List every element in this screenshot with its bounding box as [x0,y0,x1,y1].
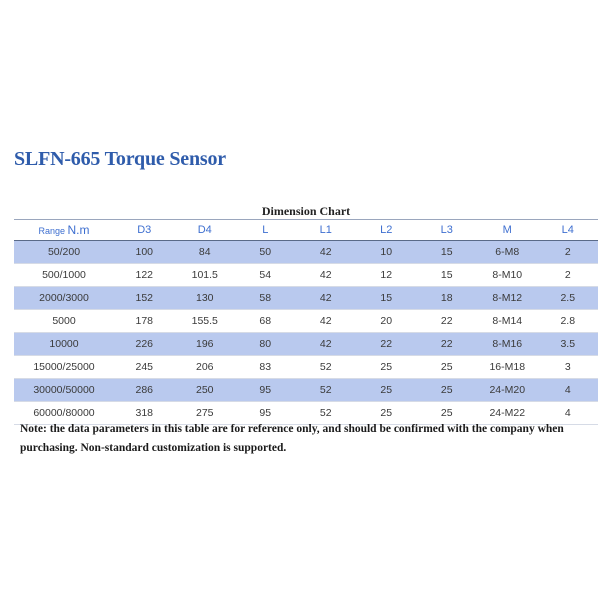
table-row [14,378,598,401]
cell-l1: 42 [296,332,357,355]
cell-d4: 84 [175,240,236,263]
cell-d4: 155.5 [175,309,236,332]
header-l3: L3 [417,220,478,240]
cell-l4: 2.8 [538,309,599,332]
table-row [14,263,598,286]
cell-l4: 4 [538,401,599,424]
table-row [14,240,598,263]
cell-d4: 206 [175,355,236,378]
cell-m: 8-M10 [477,263,538,286]
cell-l4: 3.5 [538,332,599,355]
header-range-unit: N.m [67,222,90,237]
cell-l2: 12 [356,263,417,286]
cell-l3: 18 [417,286,478,309]
cell-range: 15000/25000 [14,355,114,378]
cell-l2: 25 [356,401,417,424]
cell-m: 8-M16 [477,332,538,355]
cell-range: 10000 [14,332,114,355]
cell-range: 60000/80000 [14,401,114,424]
cell-d3: 245 [114,355,175,378]
table-row [14,286,598,309]
cell-d3: 226 [114,332,175,355]
cell-l: 58 [235,286,296,309]
cell-d3: 286 [114,378,175,401]
cell-l3: 25 [417,401,478,424]
cell-range: 5000 [14,309,114,332]
header-m: M [477,220,538,240]
cell-d4: 101.5 [175,263,236,286]
cell-d3: 100 [114,240,175,263]
cell-range: 2000/3000 [14,286,114,309]
cell-l2: 20 [356,309,417,332]
cell-l: 54 [235,263,296,286]
cell-l1: 42 [296,309,357,332]
cell-l4: 2.5 [538,286,599,309]
cell-range: 30000/50000 [14,378,114,401]
cell-d3: 152 [114,286,175,309]
cell-l1: 42 [296,240,357,263]
cell-l: 68 [235,309,296,332]
cell-m: 16-M18 [477,355,538,378]
cell-l: 83 [235,355,296,378]
cell-l4: 2 [538,240,599,263]
cell-l1: 42 [296,263,357,286]
cell-l: 50 [235,240,296,263]
cell-range: 500/1000 [14,263,114,286]
cell-d4: 130 [175,286,236,309]
table-row [14,309,598,332]
header-l1: L1 [296,220,357,240]
cell-d4: 196 [175,332,236,355]
cell-l1: 52 [296,355,357,378]
header-d3: D3 [114,220,175,240]
cell-d3: 178 [114,309,175,332]
cell-l: 80 [235,332,296,355]
header-l4: L4 [538,220,599,240]
cell-l3: 25 [417,378,478,401]
cell-l1: 42 [296,286,357,309]
cell-l2: 25 [356,355,417,378]
cell-range: 50/200 [14,240,114,263]
cell-d3: 122 [114,263,175,286]
cell-m: 8-M14 [477,309,538,332]
cell-m: 8-M12 [477,286,538,309]
cell-d3: 318 [114,401,175,424]
cell-l2: 25 [356,378,417,401]
cell-l1: 52 [296,378,357,401]
dimension-table [14,220,598,425]
header-range [14,220,114,240]
page-title: SLFN-665 Torque Sensor [14,148,226,170]
cell-d4: 275 [175,401,236,424]
cell-l3: 15 [417,263,478,286]
cell-l: 95 [235,401,296,424]
note-text: Note: the data parameters in this table are for reference only, and should be confirmed with the company when purchasing. Non-standard customization is supported. [20,423,564,454]
cell-l4: 3 [538,355,599,378]
header-d4: D4 [175,220,236,240]
cell-m: 24-M22 [477,401,538,424]
cell-l3: 22 [417,309,478,332]
cell-l2: 10 [356,240,417,263]
cell-l: 95 [235,378,296,401]
header-l2: L2 [356,220,417,240]
cell-l4: 2 [538,263,599,286]
cell-l2: 22 [356,332,417,355]
cell-d4: 250 [175,378,236,401]
table-header-row [14,220,598,240]
cell-m: 6-M8 [477,240,538,263]
header-l: L [235,220,296,240]
cell-l4: 4 [538,378,599,401]
table-row [14,355,598,378]
cell-l2: 15 [356,286,417,309]
cell-m: 24-M20 [477,378,538,401]
header-range-prefix: Range [38,225,68,236]
cell-l3: 15 [417,240,478,263]
cell-l3: 25 [417,355,478,378]
chart-title: Dimension Chart [261,204,351,218]
cell-l3: 22 [417,332,478,355]
cell-l1: 52 [296,401,357,424]
table-row [14,332,598,355]
